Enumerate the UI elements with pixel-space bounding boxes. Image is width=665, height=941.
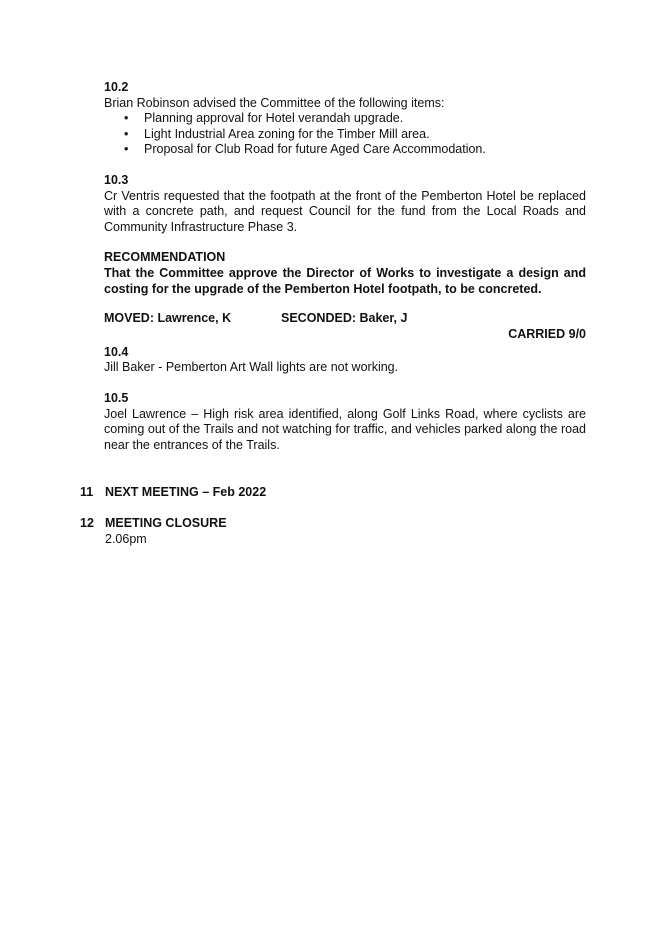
- section-text: Joel Lawrence – High risk area identified, along Golf Links Road, where cyclists are coming out of the Trails and not watching for traffic, and vehicles parked along the road near the entrances of the Trails.: [104, 406, 586, 452]
- list-item: [104, 142, 586, 158]
- motion-row: [104, 311, 586, 327]
- list-item-text: Proposal for Club Road for future Aged Care Accommodation.: [144, 142, 486, 157]
- bullet-icon: •: [124, 126, 129, 141]
- item-title: MEETING CLOSURE: [105, 516, 227, 530]
- section-10-4: [104, 345, 586, 376]
- list-item-text: Light Industrial Area zoning for the Timber Mill area.: [144, 126, 430, 141]
- section-heading: 10.5: [104, 390, 129, 405]
- list-item: [104, 111, 586, 127]
- list-item-text: Planning approval for Hotel verandah upgrade.: [144, 111, 404, 126]
- section-10-3: [104, 173, 586, 235]
- moved-by: MOVED: Lawrence, K: [104, 311, 232, 326]
- item-number: 11: [80, 485, 94, 499]
- minutes-body: [104, 80, 586, 468]
- section-10-5: [104, 391, 586, 453]
- carried-result: CARRIED 9/0: [508, 327, 586, 342]
- bullet-icon: •: [124, 111, 129, 126]
- section-heading: 10.3: [104, 172, 129, 187]
- section-text: Jill Baker - Pemberton Art Wall lights are not working.: [104, 360, 399, 375]
- section-intro: Brian Robinson advised the Committee of the following items:: [104, 95, 445, 110]
- recommendation-text: That the Committee approve the Director of Works to investigate a design and costing for the upgrade of the Pemberton Hotel footpath, to be concreted.: [104, 265, 586, 296]
- section-text: Cr Ventris requested that the footpath at the front of the Pemberton Hotel be replaced with a concrete path, and request Council for the fund from the Local Roads and Community Infrastructure Phase 3.: [104, 188, 586, 234]
- section-heading: 10.2: [104, 80, 129, 94]
- bullet-icon: •: [124, 142, 129, 157]
- recommendation-heading: RECOMMENDATION: [104, 250, 226, 265]
- closure-time: 2.06pm: [105, 532, 147, 546]
- list-item: [104, 127, 586, 143]
- seconded-by: SECONDED: Baker, J: [281, 311, 408, 326]
- section-heading: 10.4: [104, 344, 129, 359]
- item-number: 12: [80, 516, 94, 530]
- section-10-2: [104, 80, 586, 158]
- recommendation: [104, 250, 586, 297]
- item-title: NEXT MEETING – Feb 2022: [105, 485, 267, 499]
- bullet-list: [104, 111, 586, 158]
